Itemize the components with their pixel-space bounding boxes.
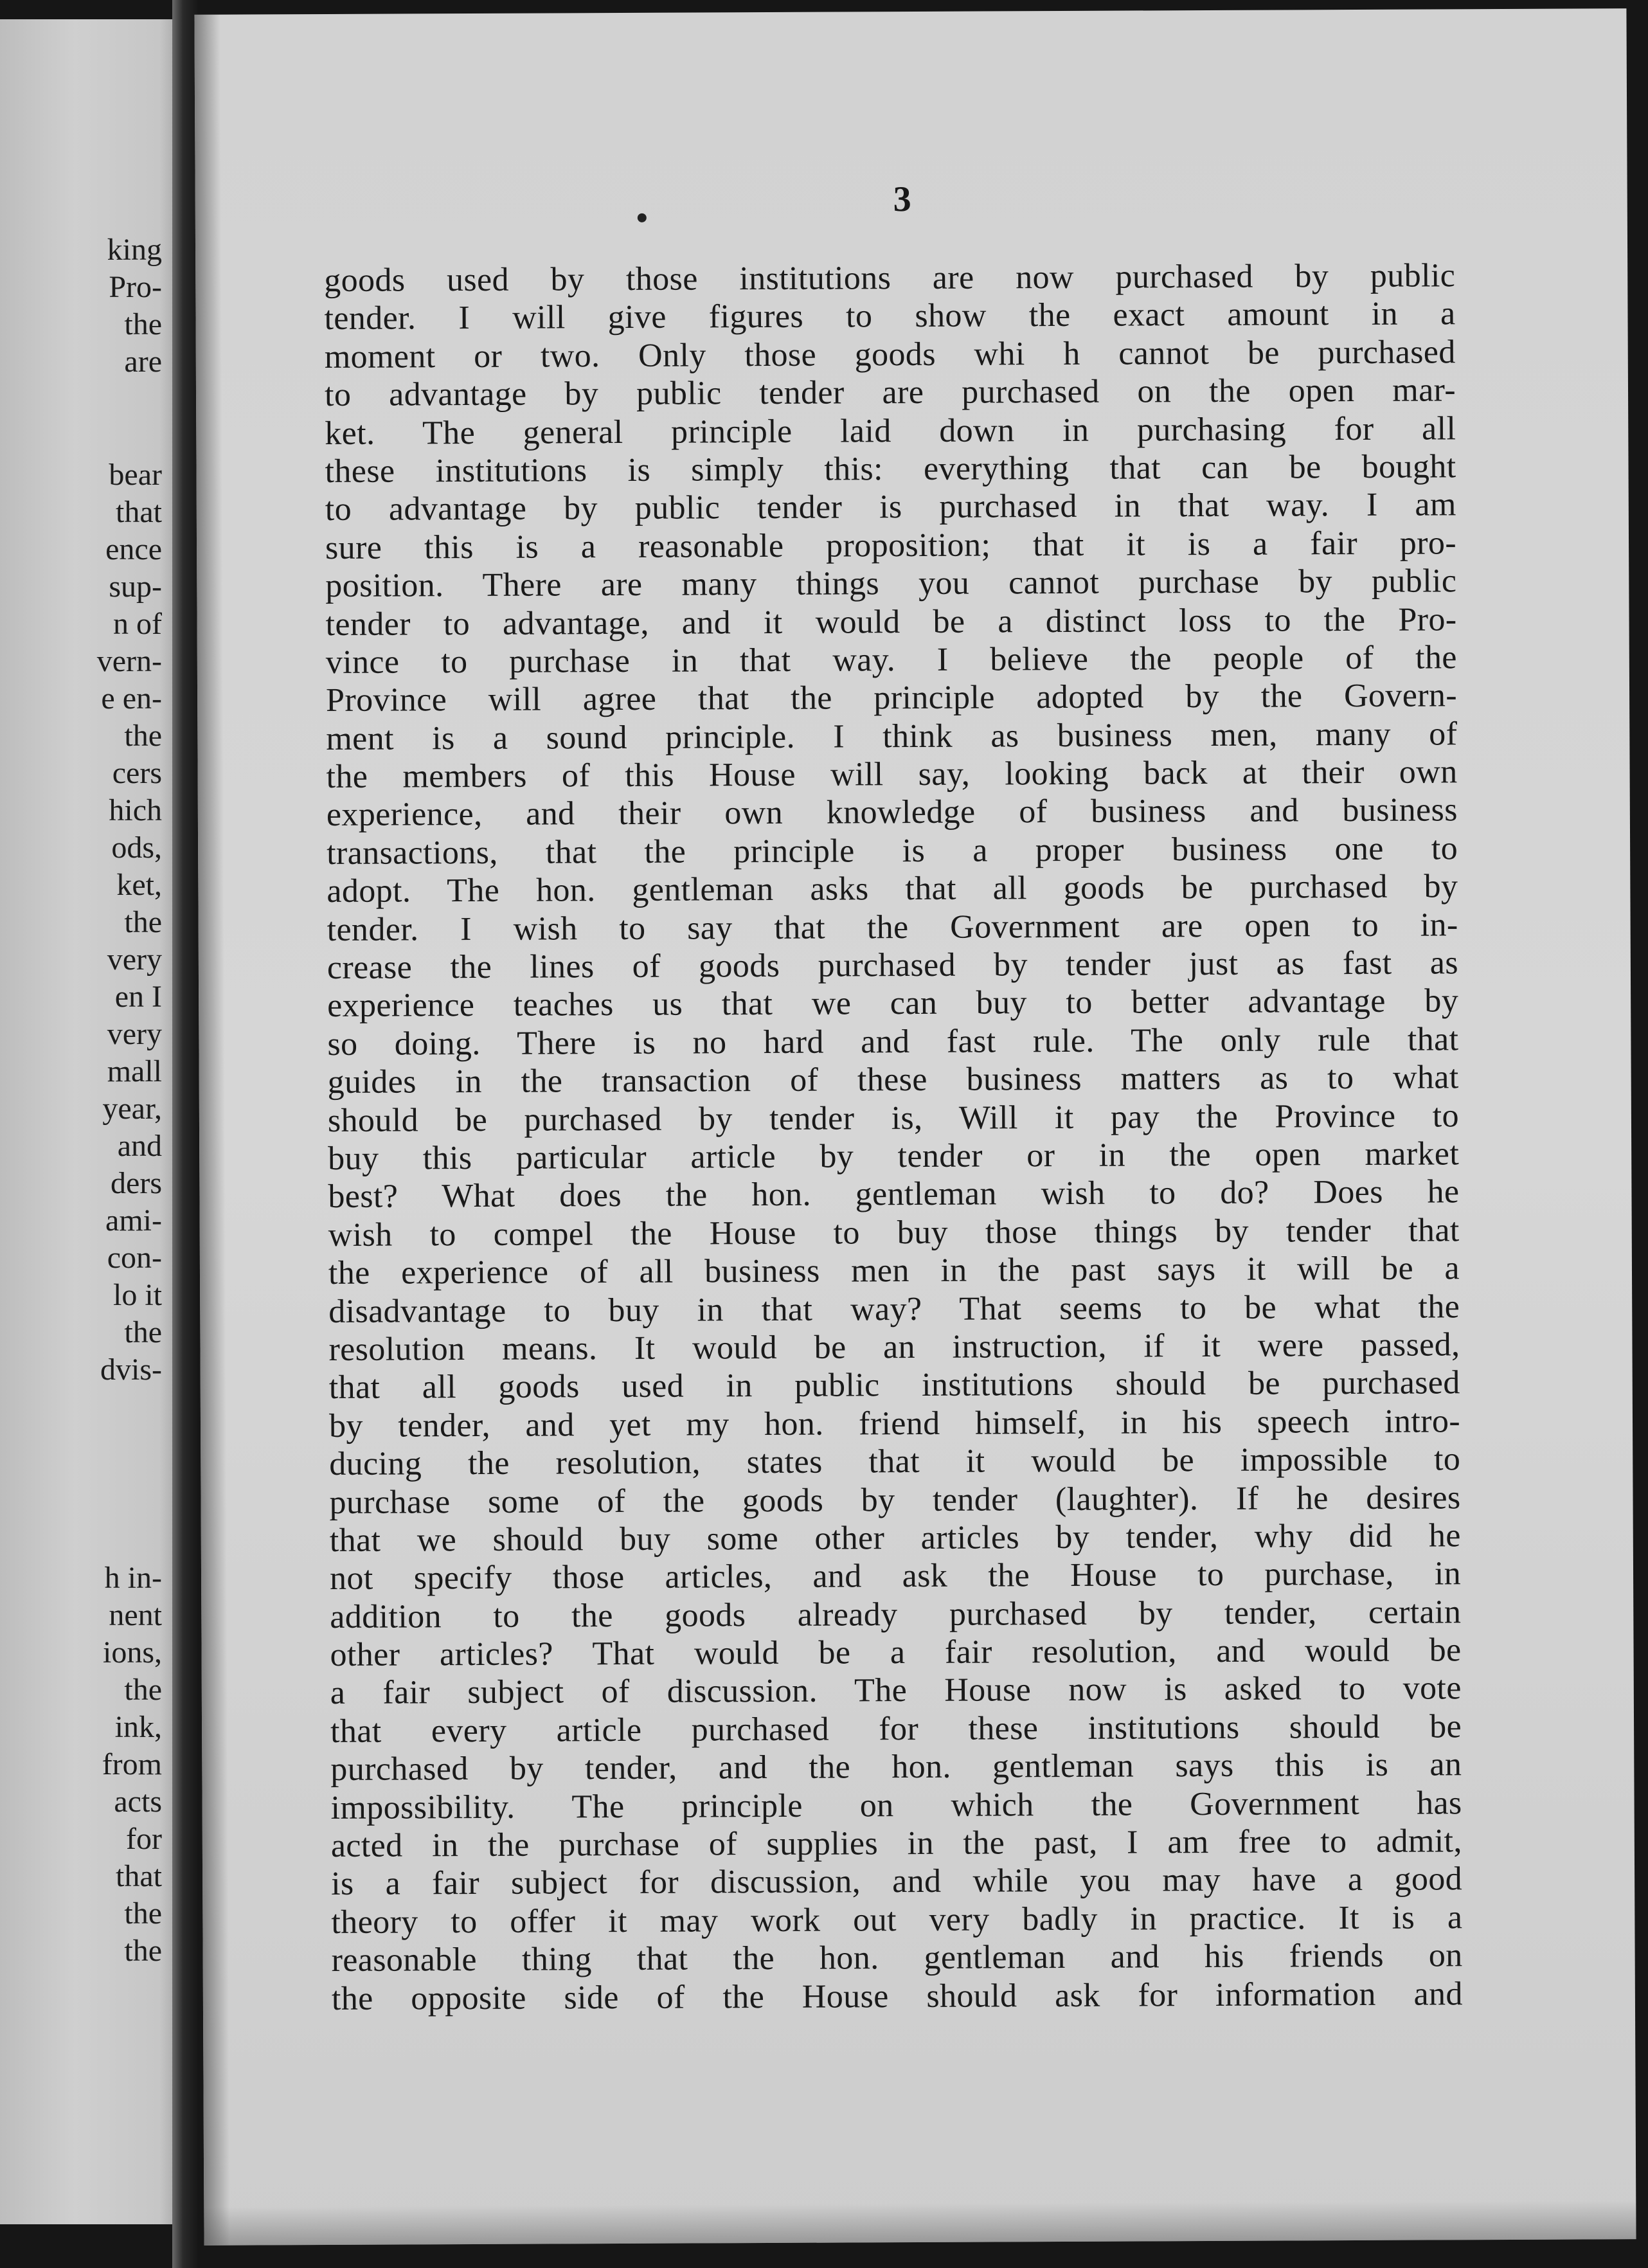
- text-line: the experience of all business men in the past says it will be a: [328, 1250, 1460, 1292]
- left-page-line: n of: [113, 607, 162, 641]
- text-line: vince to purchase in that way. I believe the people of the: [325, 639, 1457, 681]
- text-line: transactions, that the principle is a proper business one to: [327, 830, 1458, 872]
- text-line: ket. The general principle laid down in purchasing for all: [325, 410, 1456, 452]
- text-line: these institutions is simply this: everything that can be bought: [325, 448, 1456, 490]
- left-page-line: the: [124, 719, 162, 753]
- left-page-line: con-: [107, 1241, 162, 1275]
- text-line: is a fair subject for discussion, and while you may have a good: [331, 1860, 1463, 1903]
- left-page-line: the: [124, 1896, 162, 1931]
- left-page-line: the: [124, 307, 162, 341]
- text-line: purchased by tender, and the hon. gentleman says this is an: [330, 1746, 1462, 1788]
- left-page-line: very: [107, 942, 162, 977]
- text-line: tender to advantage, and it would be a distinct loss to the Pro-: [325, 600, 1457, 643]
- text-line: a fair subject of discussion. The House now is asked to vote: [330, 1670, 1462, 1712]
- text-line: moment or two. Only those goods whi h cannot be purchased: [324, 334, 1456, 375]
- left-page-line: that: [116, 1859, 162, 1893]
- left-page-line: cers: [112, 756, 162, 790]
- left-page-line: lo it: [112, 1278, 162, 1312]
- left-page-line: the: [124, 1934, 162, 1968]
- text-line: adopt. The hon. gentleman asks that all goods be purchased by: [327, 868, 1458, 910]
- text-line: impossibility. The principle on which the Government has: [330, 1784, 1462, 1826]
- text-line: best? What does the hon. gentleman wish to do? Does he: [328, 1173, 1460, 1216]
- left-page-line: h in-: [104, 1561, 162, 1595]
- left-page-line: the: [124, 1673, 162, 1707]
- text-line: crease the lines of goods purchased by tender just as fast as: [327, 944, 1459, 987]
- left-page-line: hich: [109, 793, 162, 827]
- left-page-line: acts: [114, 1785, 162, 1819]
- text-line: other articles? That would be a fair resolution, and would be: [330, 1632, 1462, 1674]
- text-line: buy this particular article by tender or in the open market: [328, 1135, 1460, 1177]
- left-page-line: king: [107, 233, 162, 267]
- text-line: to advantage by public tender are purchased on the open mar-: [324, 372, 1456, 414]
- text-line: that every article purchased for these institutions should be: [330, 1708, 1462, 1750]
- left-page-line: ence: [105, 532, 162, 566]
- text-line: ment is a sound principle. I think as business men, many of: [326, 716, 1458, 757]
- left-page-line: that: [116, 495, 162, 529]
- text-line: tender. I will give figures to show the exact amount in a: [324, 295, 1456, 338]
- text-line: that we should buy some other articles by tender, why did he: [329, 1517, 1461, 1559]
- left-page-line: ket,: [116, 868, 162, 902]
- left-page-line: the: [124, 1315, 162, 1349]
- left-page-fragment: [0, 19, 188, 2224]
- text-line: the opposite side of the House should ask for information and: [331, 1975, 1464, 2017]
- left-page-line: for: [126, 1822, 162, 1856]
- text-line: experience teaches us that we can buy to better advantage by: [327, 982, 1459, 1025]
- left-page-line: ink,: [114, 1710, 162, 1744]
- left-page-line: ods,: [111, 831, 162, 865]
- left-page-line: ami-: [105, 1203, 162, 1238]
- text-line: wish to compel the House to buy those things by tender that: [328, 1212, 1460, 1254]
- left-page-line: sup-: [109, 570, 162, 604]
- left-page-line: year,: [102, 1092, 162, 1126]
- text-line: ducing the resolution, states that it would be impossible to: [329, 1441, 1461, 1483]
- left-page-line: the: [124, 905, 162, 939]
- text-line: guides in the transaction of these business matters as to what: [327, 1059, 1459, 1101]
- page-edge-shadow: [194, 15, 229, 2246]
- left-page-line: e en-: [101, 681, 162, 716]
- page-number: 3: [893, 179, 911, 220]
- text-line: tender. I wish to say that the Government are open to in-: [327, 906, 1458, 948]
- text-line: purchase some of the goods by tender (laughter). If he desires: [329, 1479, 1461, 1521]
- text-line: experience, and their own knowledge of business and business: [326, 791, 1458, 834]
- left-page-line: very: [107, 1017, 162, 1051]
- left-page-line: dvis-: [100, 1353, 162, 1387]
- main-page: [194, 8, 1636, 2246]
- text-line: reasonable thing that the hon. gentleman and his friends on: [331, 1937, 1463, 1979]
- text-line: disadvantage to buy in that way? That seems to be what the: [328, 1288, 1460, 1330]
- left-page-line: mall: [107, 1054, 162, 1088]
- left-page-line: are: [124, 345, 162, 379]
- text-line: acted in the purchase of supplies in the past, I am free to admit,: [330, 1823, 1462, 1864]
- text-line: not specify those articles, and ask the House to purchase, in: [329, 1555, 1462, 1598]
- left-page-line: vern-: [96, 644, 162, 678]
- text-line: position. There are many things you cannot purchase by public: [325, 562, 1457, 605]
- left-page-line: and: [117, 1129, 162, 1163]
- body-text: [324, 256, 1463, 2018]
- text-line: Province will agree that the principle adopted by the Govern-: [325, 677, 1458, 719]
- left-page-line: ders: [111, 1166, 162, 1200]
- text-line: theory to offer it may work out very badly in practice. It is a: [331, 1899, 1463, 1941]
- text-line: by tender, and yet my hon. friend himself, in his speech intro-: [328, 1403, 1461, 1444]
- text-line: the members of this House will say, looking back at their own: [326, 753, 1458, 796]
- text-line: to advantage by public tender is purchased in that way. I am: [325, 486, 1456, 528]
- text-line: should be purchased by tender is, Will it pay the Province to: [327, 1097, 1460, 1139]
- left-page-line: from: [102, 1747, 162, 1781]
- left-page-line: en I: [114, 980, 162, 1014]
- left-page-line: Pro-: [109, 270, 162, 304]
- text-line: addition to the goods already purchased by tender, certain: [330, 1593, 1462, 1635]
- left-page-line: bear: [109, 458, 162, 492]
- text-line: so doing. There is no hard and fast rule. The only rule that: [327, 1021, 1459, 1063]
- page-bottom-shadow: [204, 2200, 1636, 2246]
- text-line: that all goods used in public institutions should be purchased: [328, 1364, 1460, 1407]
- left-page-line: ions,: [102, 1635, 162, 1670]
- text-line: goods used by those institutions are now purchased by public: [324, 257, 1456, 300]
- left-page-line: nent: [109, 1598, 162, 1632]
- text-line: sure this is a reasonable proposition; that it is a fair pro-: [325, 525, 1457, 566]
- ink-dot: [638, 213, 647, 222]
- text-line: resolution means. It would be an instruction, if it were passed,: [328, 1326, 1460, 1368]
